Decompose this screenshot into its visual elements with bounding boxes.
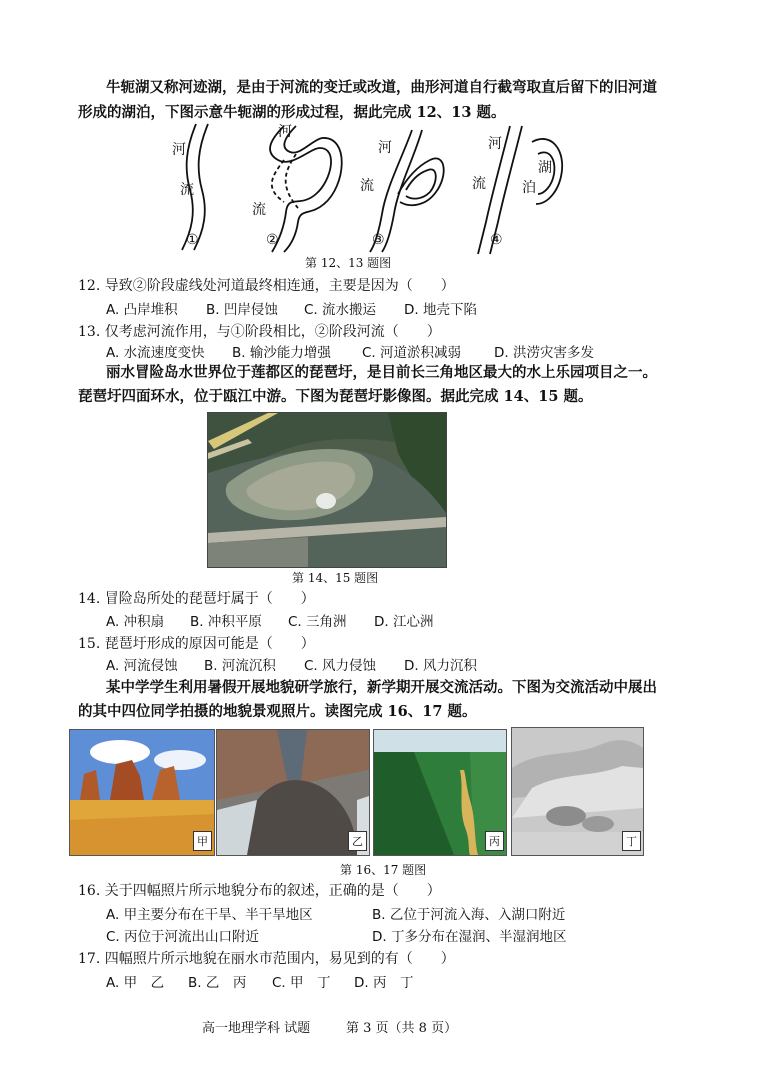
- label-he: 河: [172, 142, 186, 158]
- question-stem: 14. 冒险岛所处的琵琶圩属于（ ）: [78, 591, 315, 607]
- intro-line: 形成的湖泊，下图示意牛轭湖的形成过程，据此完成 12、13 题。: [78, 104, 506, 121]
- question-stem: 15. 琵琶圩形成的原因可能是（ ）: [78, 636, 315, 652]
- figure-caption: 第 16、17 题图: [340, 863, 427, 877]
- stage-2-river: [270, 126, 342, 252]
- photo-label: 丁: [622, 831, 641, 851]
- figure-caption: 第 14、15 题图: [292, 571, 379, 585]
- photo-jia-yardang: [69, 729, 215, 856]
- option-a: A. 冲积扇: [106, 614, 165, 630]
- intro-line: 琵琶圩四面环水，位于瓯江中游。下图为琵琶圩影像图。据此完成 14、15 题。: [78, 388, 593, 405]
- option-a: A. 甲 乙: [106, 975, 165, 991]
- photo-yi-alluvial-fan: [216, 729, 370, 856]
- photo-ding-sand-dunes: [511, 727, 644, 856]
- option-c: C. 流水搬运: [304, 302, 377, 318]
- option-a: A. 凸岸堆积: [106, 302, 178, 318]
- figure-caption: 第 12、13 题图: [305, 256, 392, 270]
- stage-label: ③: [372, 232, 385, 248]
- option-c: C. 河道淤积减弱: [362, 345, 462, 361]
- photo-label: 乙: [348, 831, 367, 851]
- intro-line: 某中学学生利用暑假开展地貌研学旅行，新学期开展交流活动。下图为交流活动中展出: [106, 679, 657, 696]
- option-b: B. 输沙能力增强: [232, 345, 331, 361]
- oxbow-lake-diagram: [160, 118, 580, 270]
- option-b: B. 冲积平原: [190, 614, 262, 630]
- label-liu: 流: [472, 176, 486, 192]
- intro-line: 的其中四位同学拍摄的地貌景观照片。读图完成 16、17 题。: [78, 703, 477, 720]
- option-d: D. 风力沉积: [404, 658, 477, 674]
- question-stem: 13. 仅考虑河流作用，与①阶段相比，②阶段河流（ ）: [78, 324, 441, 340]
- option-c: C. 甲 丁: [272, 975, 331, 991]
- label-po: 泊: [522, 180, 536, 196]
- satellite-image: [207, 412, 447, 568]
- label-he: 河: [378, 140, 392, 156]
- photo-bing-valley: [373, 729, 507, 856]
- question-stem: 16. 关于四幅照片所示地貌分布的叙述，正确的是（ ）: [78, 883, 441, 899]
- question-stem: 12. 导致②阶段虚线处河道最终相连通，主要是因为（ ）: [78, 278, 455, 294]
- label-hu: 湖: [538, 160, 552, 176]
- label-he: 河: [278, 124, 292, 140]
- option-a: A. 河流侵蚀: [106, 658, 178, 674]
- option-d: D. 丁多分布在湿润、半湿润地区: [372, 929, 567, 945]
- option-d: D. 江心洲: [374, 614, 434, 630]
- question-stem: 17. 四幅照片所示地貌在丽水市范围内，易见到的有（ ）: [78, 951, 455, 967]
- label-he: 河: [488, 136, 502, 152]
- option-a: A. 水流速度变快: [106, 345, 205, 361]
- option-b: B. 凹岸侵蚀: [206, 302, 278, 318]
- option-d: D. 洪涝灾害多发: [494, 345, 594, 361]
- label-liu: 流: [360, 178, 374, 194]
- footer-page-number: 第 3 页（共 8 页）: [346, 1021, 458, 1036]
- option-b: B. 乙位于河流入海、入湖口附近: [372, 907, 566, 923]
- intro-line: 牛轭湖又称河迹湖，是由于河流的变迁或改道，曲形河道自行截弯取直后留下的旧河道: [106, 79, 657, 96]
- option-b: B. 河流沉积: [204, 658, 276, 674]
- photo-label: 甲: [193, 831, 212, 851]
- option-b: B. 乙 丙: [188, 975, 247, 991]
- option-c: C. 丙位于河流出山口附近: [106, 929, 260, 945]
- option-d: D. 丙 丁: [354, 975, 414, 991]
- option-a: A. 甲主要分布在干旱、半干旱地区: [106, 907, 313, 923]
- stage-label: ①: [186, 232, 199, 248]
- stage-label: ④: [490, 232, 503, 248]
- option-c: C. 风力侵蚀: [304, 658, 377, 674]
- option-d: D. 地壳下陷: [404, 302, 477, 318]
- intro-line: 丽水冒险岛水世界位于莲都区的琵琶圩，是目前长三角地区最大的水上乐园项目之一。: [106, 364, 657, 381]
- footer-subject: 高一地理学科 试题: [202, 1021, 311, 1036]
- stage-label: ②: [266, 232, 279, 248]
- option-c: C. 三角洲: [288, 614, 347, 630]
- label-liu: 流: [180, 182, 194, 198]
- label-liu: 流: [252, 202, 266, 218]
- photo-label: 丙: [485, 831, 504, 851]
